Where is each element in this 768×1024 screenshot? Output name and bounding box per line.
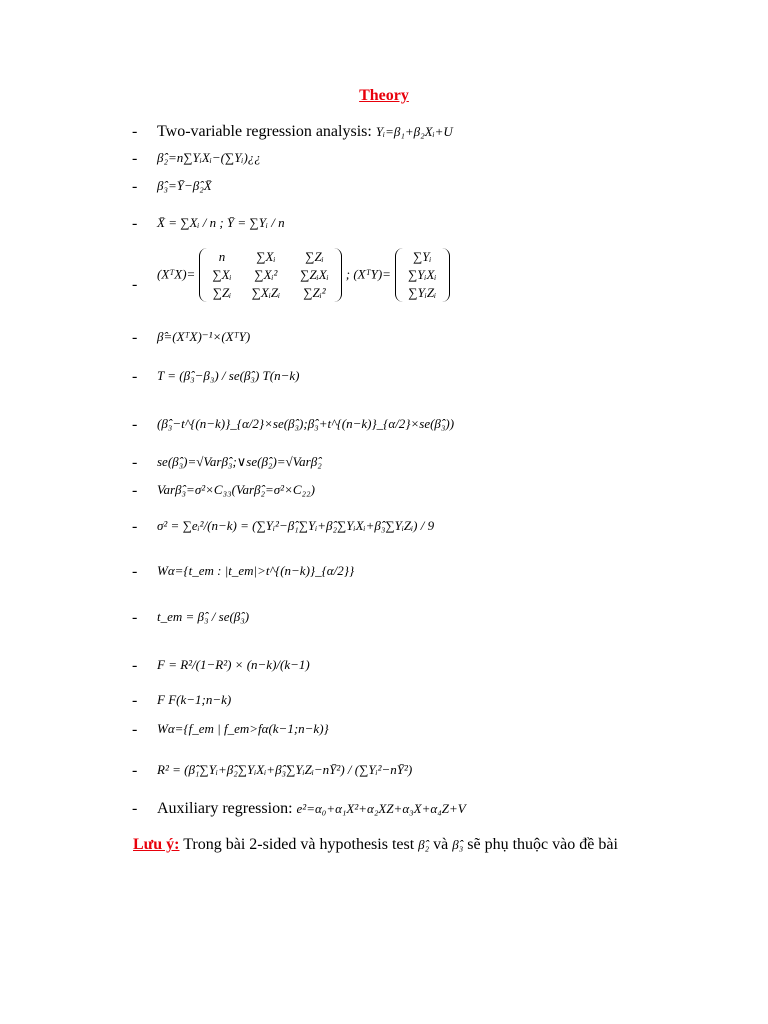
formula-line-9: se(β̂₃)=√Varβ̂₃;∨se(β̂₂)=√Varβ̂₂ xyxy=(157,454,322,469)
bullet-dash: - xyxy=(132,762,138,779)
formula-line-2: β̂₂=n∑YᵢXᵢ−(∑Yᵢ)¿¿ xyxy=(157,150,261,165)
matrix-cell: ∑YᵢXᵢ xyxy=(407,267,437,282)
matrix-cell: ∑Xᵢ xyxy=(212,267,232,282)
formula-line-4: X̄ = ∑Xᵢ / n ; Ȳ = ∑Yᵢ / n xyxy=(157,215,285,230)
formula-line-17: R² = (β̂₁∑Yᵢ+β̂₂∑YᵢXᵢ+β̂₃∑YᵢZᵢ−nȲ²) / (∑Yᵢ²−nȲ²) xyxy=(157,762,413,777)
matrix-xty xyxy=(395,248,450,302)
formula: (XᵀX)= xyxy=(157,266,196,282)
matrix-cell: ∑Yᵢ xyxy=(412,249,432,264)
formula: ; (XᵀY)= xyxy=(345,266,391,282)
bullet-dash: - xyxy=(132,563,138,580)
formula-line-11: σ² = ∑eᵢ²/(n−k) = (∑Yᵢ²−β̂₁∑Yᵢ+β̂₂∑YᵢXᵢ+β̂₃∑YᵢZᵢ) / 9 xyxy=(157,518,435,533)
formula-line-16: Wα={f_em | f_em>fα(k−1;n−k)} xyxy=(157,721,329,736)
formula-line-14: F = R²/(1−R²) × (n−k)/(k−1) xyxy=(157,657,310,672)
matrix-cell: ∑Zᵢ² xyxy=(303,285,326,300)
matrix-xtx xyxy=(199,248,341,302)
note-text-end: sẽ phụ thuộc vào đề bài xyxy=(463,836,618,853)
bullet-dash: - xyxy=(132,800,138,817)
formula-line-13: t_em = β̂₃ / se(β̂₃) xyxy=(157,609,250,624)
bullet-dash: - xyxy=(132,368,138,385)
matrix-cell: ∑XᵢZᵢ xyxy=(251,285,281,300)
line-text: Two-variable regression analysis: xyxy=(157,123,376,140)
matrix-cell: n xyxy=(218,249,226,264)
bullet-dash: - xyxy=(132,454,138,471)
formula-line-7: T = (β̂₃−β₃) / se(β̂₃) T(n−k) xyxy=(157,368,300,383)
formula-line-15: F F(k−1;n−k) xyxy=(157,692,232,707)
bullet-dash: - xyxy=(132,609,138,626)
bullet-dash: - xyxy=(132,721,138,738)
line-text: Auxiliary regression: xyxy=(157,800,297,817)
bullet-dash: - xyxy=(132,329,138,346)
bullet-dash: - xyxy=(132,123,138,140)
formula-line-3: β̂₃=Ȳ−β̂₂X̄ xyxy=(157,178,212,193)
bullet-dash: - xyxy=(132,178,138,195)
bullet-dash: - xyxy=(132,692,138,709)
formula: Yᵢ=β₁+β₂Xᵢ+U xyxy=(375,124,453,139)
note-text: Trong bài 2-sided và hypothesis test xyxy=(179,836,419,853)
formula-line-18 xyxy=(157,800,466,818)
formula: e²=α₀+α₁X²+α₂XZ+α₃X+α₄Z+V xyxy=(296,801,466,816)
formula-line-12: Wα={t_em : |t_em|>t^{(n−k)}_{α/2}} xyxy=(157,563,355,578)
bullet-dash: - xyxy=(132,657,138,674)
note-label: Lưu ý: xyxy=(133,836,180,853)
note-line xyxy=(133,836,618,854)
formula-line-5 xyxy=(157,248,450,302)
bullet-dash: - xyxy=(132,482,138,499)
formula-line-10: Varβ̂₃=σ²×C₃₃(Varβ̂₂=σ²×C₂₂) xyxy=(157,482,315,497)
matrix-cell: ∑YᵢZᵢ xyxy=(408,285,437,300)
note-beta2: β̂₂ xyxy=(418,837,430,852)
matrix-cell: ∑Zᵢ xyxy=(305,249,324,264)
note-beta3: β̂₃ xyxy=(452,837,464,852)
matrix-cell: ∑ZᵢXᵢ xyxy=(300,267,329,282)
matrix-cell: ∑Xᵢ xyxy=(256,249,276,264)
page-title: Theory xyxy=(359,87,409,104)
bullet-dash: - xyxy=(132,416,138,433)
formula-line-1 xyxy=(157,123,453,141)
matrix-cell: ∑Xᵢ² xyxy=(254,267,278,282)
bullet-dash: - xyxy=(132,518,138,535)
formula-line-6: β̂=(XᵀX)⁻¹×(XᵀY) xyxy=(157,329,251,344)
formula-line-8: (β̂₃−t^{(n−k)}_{α/2}×se(β̂₃);β̂₃+t^{(n−k)}_{α/2}×se(β̂₃)) xyxy=(157,416,455,431)
bullet-dash: - xyxy=(132,215,138,232)
bullet-dash: - xyxy=(132,150,138,167)
note-and: và xyxy=(429,836,453,853)
bullet-dash: - xyxy=(132,276,138,293)
matrix-cell: ∑Zᵢ xyxy=(212,285,232,300)
